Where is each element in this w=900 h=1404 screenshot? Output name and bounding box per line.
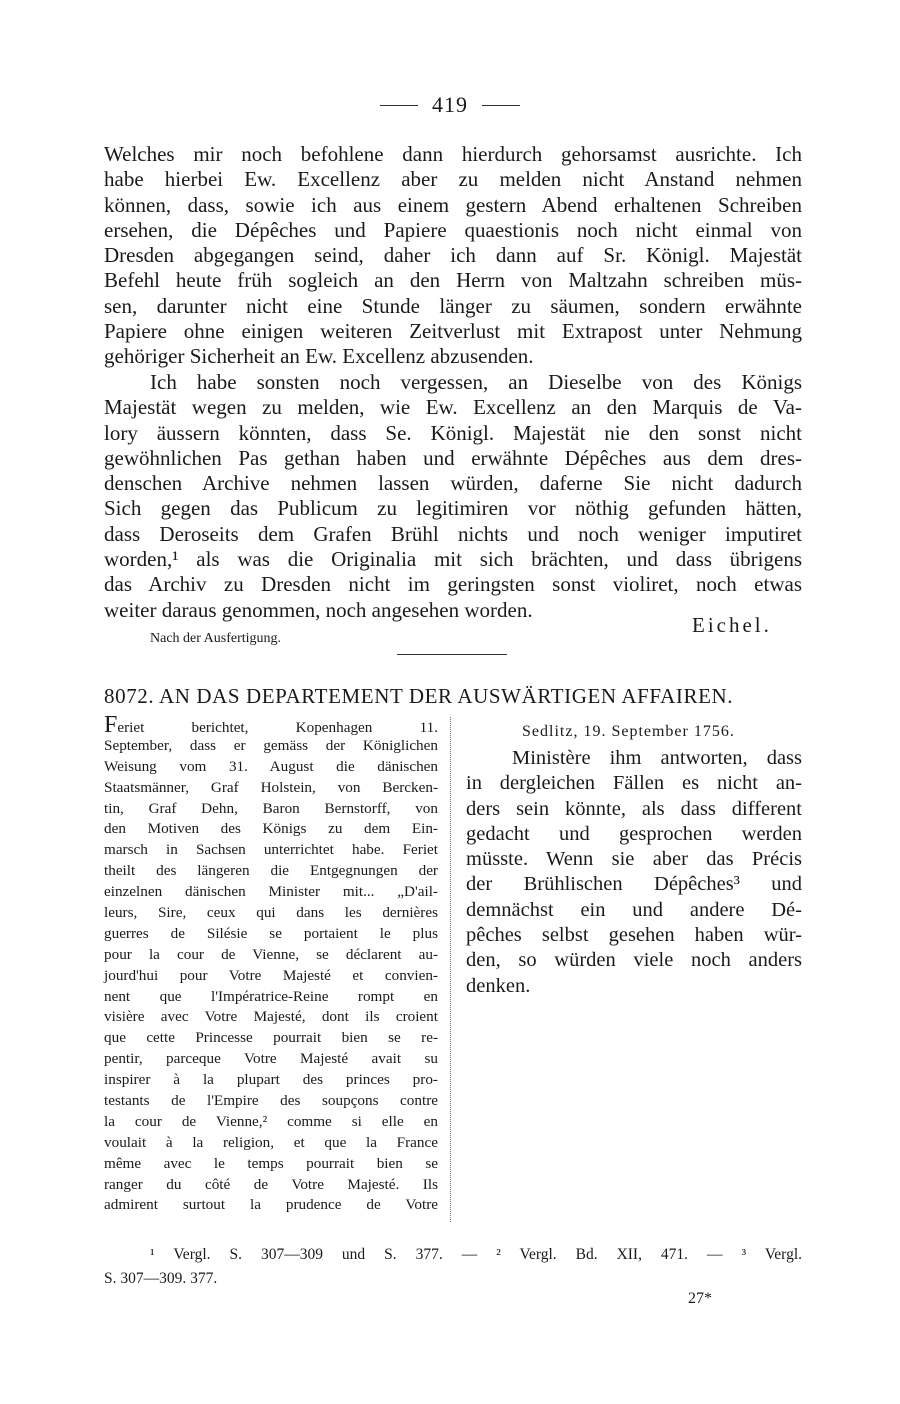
section-divider xyxy=(397,654,507,655)
summary-line: admirent surtout la prudence de Votre xyxy=(104,1196,438,1214)
text-line: denschen Archive nehmen lassen würden, daferne Sie nicht dadurch xyxy=(104,471,802,496)
text-line: Befehl heute früh sogleich an den Herrn von Maltzahn schreiben müs- xyxy=(104,268,802,293)
summary-line: Weisung vom 31. August die dänischen xyxy=(104,757,438,775)
reply-line: müsste. Wenn sie aber das Précis xyxy=(466,848,802,871)
footnotes xyxy=(104,1243,802,1291)
text-line: weiter daraus genommen, noch angesehen worden. xyxy=(104,597,533,622)
text-line: lory äussern könnten, dass Se. Königl. Majestät nie den sonst nicht xyxy=(104,420,802,445)
reply-column xyxy=(466,718,802,999)
text-line: sen, darunter nicht eine Stunde länger zu säumen, sondern erwähnte xyxy=(104,293,802,318)
summary-line: theilt des längeren die Entgegnungen der xyxy=(104,862,438,880)
signature: Eichel. xyxy=(692,613,772,637)
text-line: dass Deroseits dem Grafen Brühl nichts und noch weniger imputiret xyxy=(104,521,802,546)
place-date: Sedlitz, 19. September 1756. xyxy=(522,723,735,740)
summary-line: Feriet berichtet, Kopenhagen 11. xyxy=(104,712,438,738)
text-line: das Archiv zu Dresden nicht im geringsten sonst violiret, noch etwas xyxy=(104,572,802,597)
text-line: Ich habe sonsten noch vergessen, an Dieselbe von des Königs xyxy=(150,370,802,394)
summary-line: leurs, Sire, ceux qui dans les dernières xyxy=(104,904,438,922)
text-line: ersehen, die Dépêches und Papiere quaestionis noch nicht einmal von xyxy=(104,217,802,242)
reply-line: demnächst ein und andere Dé- xyxy=(466,898,802,921)
summary-line: pentir, parceque Votre Majesté avait su xyxy=(104,1050,438,1068)
reply-line: pêches selbst gesehen haben wür- xyxy=(466,924,802,947)
section-heading: 8072. AN DAS DEPARTEMENT DER AUSWÄRTIGEN AFFAIREN. xyxy=(104,684,734,708)
summary-line: jourd'hui pour Votre Majesté et convien- xyxy=(104,966,438,984)
text-line: gewöhnlichen Pas gethan haben und erwähnte Dépêches aus dem dres- xyxy=(104,445,802,470)
text-line: worden,¹ als was die Originalia mit sich brächten, und dass übrigens xyxy=(104,547,802,572)
summary-line: marsch in Sachsen unterrichtet habe. Feriet xyxy=(104,841,438,859)
header-dash-right xyxy=(482,105,520,106)
summary-line: pour la cour de Vienne, se déclarent au- xyxy=(104,945,438,963)
reply-line: in dergleichen Fällen es nicht an- xyxy=(466,772,802,795)
summary-line: tin, Graf Dehn, Baron Bernstorff, von xyxy=(104,799,438,817)
source-note: Nach der Ausfertigung. xyxy=(150,631,282,646)
reply-line: gedacht und gesprochen werden xyxy=(466,822,802,845)
footnote-line: S. 307—309. 377. xyxy=(104,1270,218,1287)
summary-line: nent que l'Impératrice-Reine rompt en xyxy=(104,987,438,1005)
summary-line: que cette Princesse pourrait bien se re- xyxy=(104,1029,438,1047)
summary-line: même avec le temps pourrait bien se xyxy=(104,1154,438,1172)
text-line: Dresden abgegangen seind, daher ich dann auf Sr. Königl. Majestät xyxy=(104,243,802,268)
text-line: Sich gegen das Publicum zu legitimiren vor nöthig gefunden hätten, xyxy=(104,496,802,521)
page-header xyxy=(0,92,900,118)
summary-line: guerres de Silésie se portaient le plus xyxy=(104,924,438,942)
reply-line: der Brühlischen Dépêches³ und xyxy=(466,873,802,896)
page-number: 419 xyxy=(432,92,468,117)
text-line: gehöriger Sicherheit an Ew. Excellenz abzusenden. xyxy=(104,344,534,369)
letter-paragraph-1 xyxy=(104,142,802,370)
reply-line: ders sein könnte, als dass different xyxy=(466,797,802,820)
text-line: Welches mir noch befohlene dann hierdurch gehorsamst ausrichte. Ich xyxy=(104,142,802,166)
summary-line: visière avec Votre Majesté, dont ils croient xyxy=(104,1008,438,1026)
summary-line: testants de l'Empire des soupçons contre xyxy=(104,1092,438,1110)
text-line: habe hierbei Ew. Excellenz aber zu melden nicht Anstand nehmen xyxy=(104,167,802,192)
summary-column xyxy=(104,712,438,1216)
summary-line: den Motiven des Königs zu dem Ein- xyxy=(104,820,438,838)
text-line: Majestät wegen zu melden, wie Ew. Excellenz an den Marquis de Va- xyxy=(104,395,802,420)
letter-paragraph-2 xyxy=(104,370,802,623)
reply-line: den, so würden viele noch anders xyxy=(466,949,802,972)
text-line: können, dass, sowie ich aus einem gestern Abend erhaltenen Schreiben xyxy=(104,192,802,217)
text-line: Papiere ohne einigen weiteren Zeitverlust mit Extrapost unter Nehmung xyxy=(104,319,802,344)
header-dash-left xyxy=(380,105,418,106)
summary-line: Staatsmänner, Graf Holstein, von Bercken- xyxy=(104,778,438,796)
reply-line: Ministère ihm antworten, dass xyxy=(512,747,802,769)
summary-line: voulait à la religion, et que la France xyxy=(104,1133,438,1151)
summary-line: September, dass er gemäss der Königlichen xyxy=(104,736,438,754)
reply-line: denken. xyxy=(466,974,531,997)
summary-line: inspirer à la plupart des princes pro- xyxy=(104,1071,438,1089)
summary-line: ranger du côté de Votre Majesté. Ils xyxy=(104,1175,438,1193)
drop-cap: F xyxy=(104,712,118,738)
column-divider xyxy=(450,717,451,1222)
summary-line: einzelnen dänischen Minister mit... „D'ail- xyxy=(104,883,438,901)
summary-line: la cour de Vienne,² comme si elle en xyxy=(104,1112,438,1130)
footnote-line: ¹ Vergl. S. 307—309 und S. 377. — ² Vergl. Bd. XII, 471. — ³ Vergl. xyxy=(150,1246,802,1263)
printer-signature-mark: 27* xyxy=(688,1290,712,1307)
